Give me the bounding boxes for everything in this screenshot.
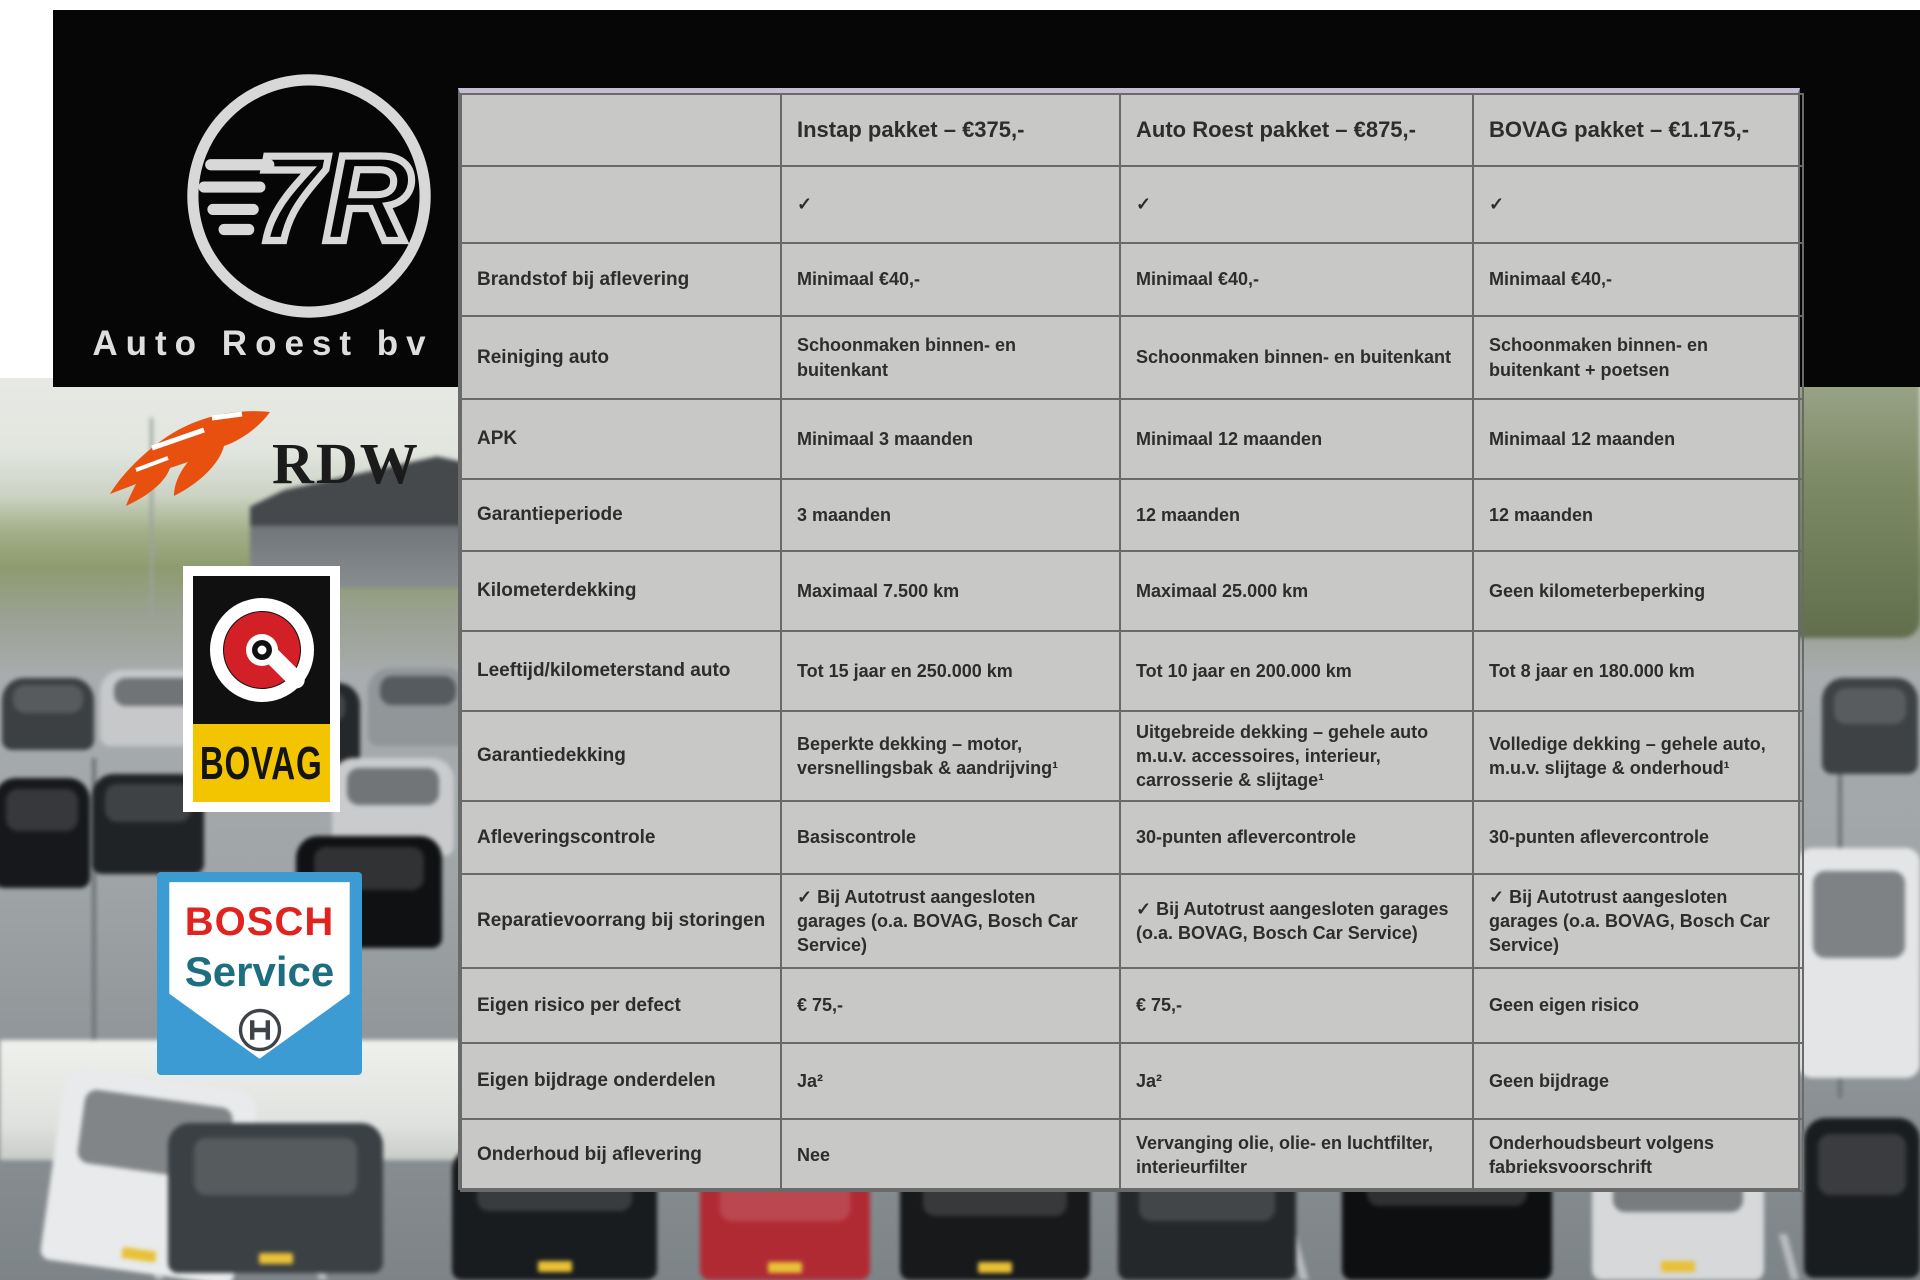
bosch-label: BOSCH	[184, 900, 335, 944]
cell-value: Tot 10 jaar en 200.000 km	[1120, 631, 1473, 711]
cell-value: Uitgebreide dekking – gehele auto m.u.v. accessoires, interieur, carrosserie & slijtage¹	[1120, 711, 1473, 801]
row-label: APK	[461, 399, 781, 479]
cell-value: Vervanging olie, olie- en luchtfilter, interieurfilter	[1120, 1119, 1473, 1191]
van-shape	[1798, 848, 1920, 1078]
car-shape	[2, 678, 94, 750]
car-shape	[1822, 678, 1918, 774]
bosch-service-logo	[157, 872, 362, 1075]
cell-value: Schoonmaken binnen- en buitenkant	[1120, 316, 1473, 399]
package-comparison-table	[458, 88, 1800, 1190]
cell-value: Minimaal 3 maanden	[781, 399, 1120, 479]
cell-value: Ja²	[1120, 1043, 1473, 1119]
bovag-logo	[183, 566, 340, 812]
cell-value: 30-punten aflevercontrole	[1120, 801, 1473, 874]
row-label: Kilometerdekking	[461, 551, 781, 631]
cell-value: Minimaal 12 maanden	[1120, 399, 1473, 479]
cell-value: ✓ Bij Autotrust aangesloten garages (o.a. BOVAG, Bosch Car Service)	[1473, 874, 1803, 968]
car-shape	[168, 1123, 383, 1273]
row-label: Eigen risico per defect	[461, 968, 781, 1043]
cell-value: Geen bijdrage	[1473, 1043, 1803, 1119]
bosch-armature-icon	[234, 1004, 286, 1056]
cell-value: Maximaal 7.500 km	[781, 551, 1120, 631]
column-header: Instap pakket – €375,-	[781, 94, 1120, 166]
row-label: Reparatievoorrang bij storingen	[461, 874, 781, 968]
cell-value: Nee	[781, 1119, 1120, 1191]
cell-value: Volledige dekking – gehele auto, m.u.v. slijtage & onderhoud¹	[1473, 711, 1803, 801]
cell-value: Beperkte dekking – motor, versnellingsbak & aandrijving¹	[781, 711, 1120, 801]
cell-value: 12 maanden	[1120, 479, 1473, 551]
cell-value: ✓	[781, 166, 1120, 243]
bovag-wordmark-band	[193, 724, 330, 802]
bovag-label: BOVAG	[200, 737, 323, 789]
row-label	[461, 166, 781, 243]
cell-value: € 75,-	[781, 968, 1120, 1043]
row-label: Afleveringscontrole	[461, 801, 781, 874]
rdw-label: RDW	[272, 431, 420, 496]
cell-value: Minimaal €40,-	[781, 243, 1120, 316]
bovag-emblem	[193, 576, 330, 724]
cell-value: Minimaal 12 maanden	[1473, 399, 1803, 479]
row-label: Onderhoud bij aflevering	[461, 1119, 781, 1191]
cell-value: 30-punten aflevercontrole	[1473, 801, 1803, 874]
car-shape	[1804, 1118, 1920, 1278]
company-name: Auto Roest bv	[92, 324, 434, 363]
auto-roest-logo	[53, 10, 473, 387]
cell-value: Schoonmaken binnen- en buitenkant + poetsen	[1473, 316, 1803, 399]
cell-value: Minimaal €40,-	[1473, 243, 1803, 316]
cell-value: 12 maanden	[1473, 479, 1803, 551]
column-header: BOVAG pakket – €1.175,-	[1473, 94, 1803, 166]
cell-value: Basiscontrole	[781, 801, 1120, 874]
cell-value: € 75,-	[1120, 968, 1473, 1043]
cell-value: Tot 15 jaar en 250.000 km	[781, 631, 1120, 711]
row-label: Garantiedekking	[461, 711, 781, 801]
table-corner-cell	[461, 94, 781, 166]
cell-value: Geen kilometerbeperking	[1473, 551, 1803, 631]
row-label: Brandstof bij aflevering	[461, 243, 781, 316]
column-header: Auto Roest pakket – €875,-	[1120, 94, 1473, 166]
comparison-table	[460, 93, 1804, 1192]
cell-value: ✓	[1120, 166, 1473, 243]
car-shape	[0, 778, 90, 888]
cell-value: Geen eigen risico	[1473, 968, 1803, 1043]
svg-text:7R: 7R	[255, 130, 413, 268]
row-label: Eigen bijdrage onderdelen	[461, 1043, 781, 1119]
row-label: Leeftijd/kilometerstand auto	[461, 631, 781, 711]
cell-value: Tot 8 jaar en 180.000 km	[1473, 631, 1803, 711]
car-shape	[368, 668, 468, 746]
rdw-logo	[92, 408, 420, 518]
cell-value: ✓ Bij Autotrust aangesloten garages (o.a. BOVAG, Bosch Car Service)	[1120, 874, 1473, 968]
cell-value: ✓	[1473, 166, 1803, 243]
auto-roest-monogram-icon	[175, 62, 443, 330]
cell-value: Onderhoudsbeurt volgens fabrieksvoorschrift	[1473, 1119, 1803, 1191]
row-label: Garantieperiode	[461, 479, 781, 551]
cell-value: Ja²	[781, 1043, 1120, 1119]
row-label: Reiniging auto	[461, 316, 781, 399]
rdw-swoosh-icon	[92, 408, 277, 508]
cell-value: Maximaal 25.000 km	[1120, 551, 1473, 631]
cell-value: ✓ Bij Autotrust aangesloten garages (o.a. BOVAG, Bosch Car Service)	[781, 874, 1120, 968]
cell-value: Schoonmaken binnen- en buitenkant	[781, 316, 1120, 399]
cell-value: 3 maanden	[781, 479, 1120, 551]
bosch-service-label: Service	[184, 948, 335, 995]
cell-value: Minimaal €40,-	[1120, 243, 1473, 316]
